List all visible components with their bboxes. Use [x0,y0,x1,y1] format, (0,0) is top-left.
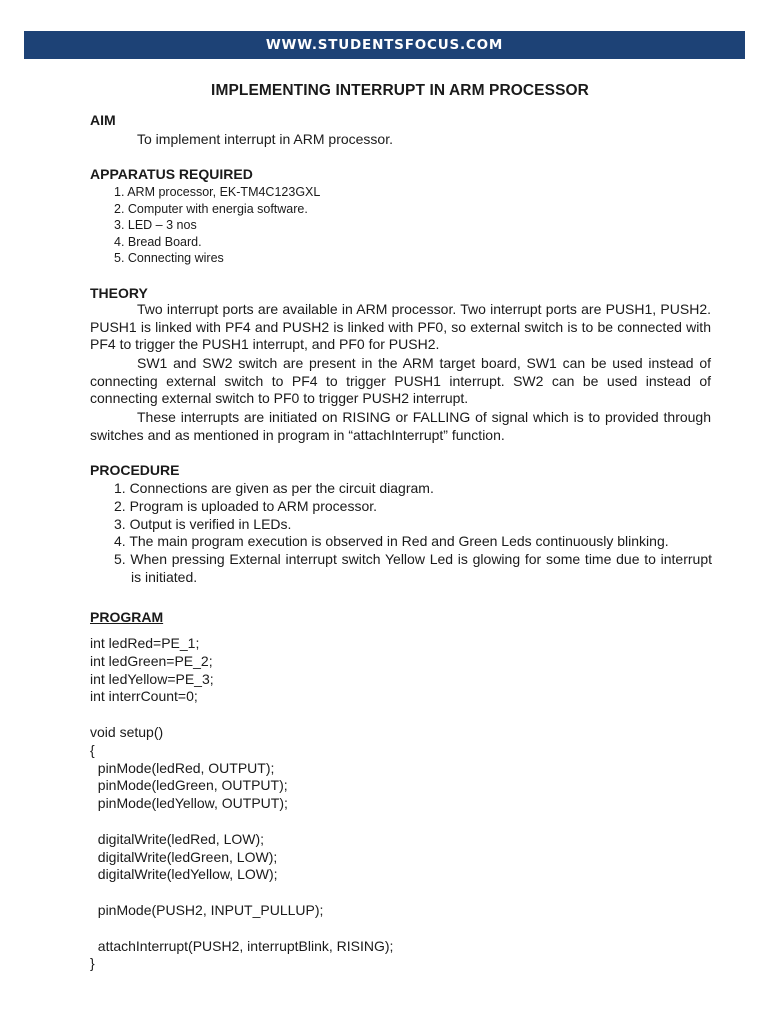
site-banner [24,31,745,59]
theory-heading: THEORY [90,285,148,301]
document-title: IMPLEMENTING INTERRUPT IN ARM PROCESSOR [211,82,589,99]
list-item: 4. The main program execution is observed in Red and Green Leds continuously blinking. [114,533,669,550]
site-url: WWW.STUDENTSFOCUS.COM [265,37,504,53]
list-item: 3. LED – 3 nos [114,218,197,232]
list-item: 3. Output is verified in LEDs. [114,515,292,532]
list-item: 2. Computer with energia software. [114,201,308,216]
list-item: 1. ARM processor, EK-TM4C123GXL [114,185,321,199]
theory-paragraph: SW1 and SW2 switch are present in the ARM target board, SW1 can be used instead of connecting external switch to PF4 to trigger PUSH1 interrupt. SW2 can be used instead of connecting external switch to PF0 to trigger PUSH2 interrupt. [90,355,711,406]
list-item: 2. Program is uploaded to ARM processor. [114,497,378,514]
list-item: 4. Bread Board. [114,234,202,249]
list-item: 5. Connecting wires [114,251,224,265]
list-item: 5. When pressing External interrupt switch Yellow Led is glowing for some time due to interrupt is initiated. [114,551,712,585]
theory-paragraph: These interrupts are initiated on RISING or FALLING of signal which is to provided through switches and as mentioned in program in “attachInterrupt” function. [90,409,711,443]
procedure-list [114,480,712,587]
aim-heading: AIM [90,112,116,128]
aim-text: To implement interrupt in ARM processor. [137,131,393,147]
list-item: 1. Connections are given as per the circuit diagram. [114,480,434,496]
theory-paragraph: Two interrupt ports are available in ARM processor. Two interrupt ports are PUSH1, PUSH2. PUSH1 is linked with PF4 and PUSH2 is linked with PF0, so external switch is to be connected with PF4 to trigger the PUSH1 interrupt, and PF0 for PUSH2. [90,301,711,352]
program-code: int ledRed=PE_1; int ledGreen=PE_2; int ledYellow=PE_3; int interrCount=0; void setup() { pinMode(ledRed, OUTPUT); pinMode(ledGreen, OUTPUT); pinMode(ledYellow, OUTPUT); digitalWrite(ledRed, LOW); digitalWrite(ledGreen, LOW); digitalWrite(ledYellow, LOW); pinMode(PUSH2, INPUT_PULLUP); attachInterrupt(PUSH2, interruptBlink, RISING); } [90,635,394,972]
apparatus-list [114,184,320,267]
program-heading: PROGRAM [90,609,164,625]
procedure-heading: PROCEDURE [90,462,180,478]
apparatus-heading: APPARATUS REQUIRED [90,166,253,182]
